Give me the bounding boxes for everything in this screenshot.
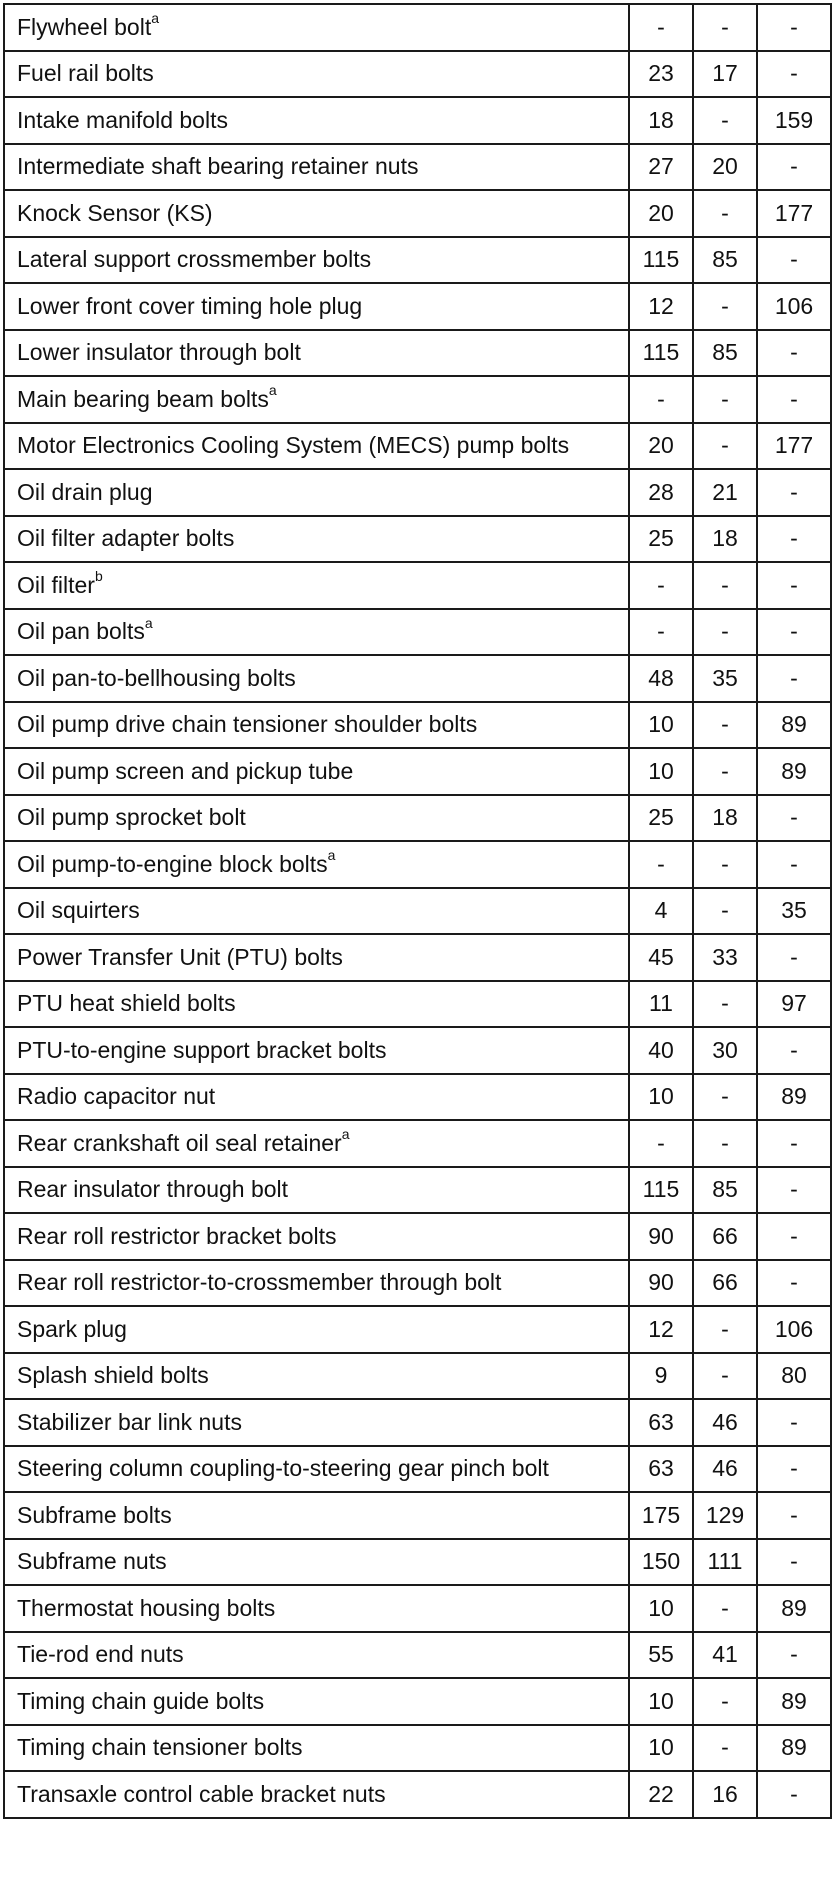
torque-spec-table	[3, 3, 832, 1819]
component-label: Oil pump sprocket bolt	[17, 804, 246, 831]
component-label: Lateral support crossmember bolts	[17, 246, 372, 273]
component-label: Timing chain guide bolts	[17, 1687, 265, 1714]
component-label: PTU heat shield bolts	[17, 990, 236, 1017]
torque-lbft-cell: -	[693, 1306, 757, 1353]
footnote-marker: a	[327, 847, 336, 864]
table-row	[4, 1074, 831, 1121]
torque-lbin-cell: 89	[757, 1585, 831, 1632]
component-label: Oil pan bolts	[17, 618, 145, 645]
component-cell	[4, 237, 629, 284]
torque-nm-cell: 20	[629, 190, 693, 237]
torque-nm-cell: 10	[629, 748, 693, 795]
torque-lbin-cell: -	[757, 655, 831, 702]
footnote-marker: a	[151, 10, 160, 27]
torque-lbft-cell: 85	[693, 330, 757, 377]
torque-lbin-cell: -	[757, 51, 831, 98]
torque-nm-cell: 25	[629, 516, 693, 563]
torque-nm-cell: 18	[629, 97, 693, 144]
torque-lbin-cell: -	[757, 1771, 831, 1818]
component-cell	[4, 1492, 629, 1539]
torque-lbft-cell: -	[693, 1585, 757, 1632]
table-row	[4, 1260, 831, 1307]
table-row	[4, 1771, 831, 1818]
torque-lbin-cell: 35	[757, 888, 831, 935]
torque-lbin-cell: -	[757, 1399, 831, 1446]
torque-nm-cell: 115	[629, 237, 693, 284]
torque-nm-cell: 45	[629, 934, 693, 981]
torque-lbft-cell: -	[693, 702, 757, 749]
component-cell	[4, 1353, 629, 1400]
component-cell	[4, 1074, 629, 1121]
torque-lbin-cell: 80	[757, 1353, 831, 1400]
torque-nm-cell: -	[629, 4, 693, 51]
table-row	[4, 4, 831, 51]
torque-lbft-cell: 111	[693, 1539, 757, 1586]
component-cell	[4, 609, 629, 656]
table-row	[4, 934, 831, 981]
torque-lbft-cell: 46	[693, 1399, 757, 1446]
table-row	[4, 702, 831, 749]
table-row	[4, 190, 831, 237]
component-cell	[4, 1678, 629, 1725]
component-cell	[4, 1399, 629, 1446]
component-cell	[4, 51, 629, 98]
component-label: Oil filter	[17, 571, 95, 598]
table-row	[4, 144, 831, 191]
torque-lbft-cell: 21	[693, 469, 757, 516]
torque-lbin-cell: -	[757, 1120, 831, 1167]
torque-lbft-cell: 41	[693, 1632, 757, 1679]
component-label: Lower insulator through bolt	[17, 339, 301, 366]
component-label: Power Transfer Unit (PTU) bolts	[17, 943, 343, 970]
torque-lbft-cell: 33	[693, 934, 757, 981]
component-label: Transaxle control cable bracket nuts	[17, 1780, 386, 1807]
component-cell	[4, 1771, 629, 1818]
component-cell	[4, 795, 629, 842]
component-label: Oil squirters	[17, 897, 140, 924]
torque-lbin-cell: -	[757, 1027, 831, 1074]
component-cell	[4, 1446, 629, 1493]
torque-lbft-cell: -	[693, 1725, 757, 1772]
component-cell	[4, 469, 629, 516]
torque-lbin-cell: -	[757, 469, 831, 516]
component-label: Oil filter adapter bolts	[17, 525, 235, 552]
torque-lbft-cell: -	[693, 562, 757, 609]
torque-nm-cell: 115	[629, 330, 693, 377]
torque-lbin-cell: -	[757, 376, 831, 423]
component-cell	[4, 1260, 629, 1307]
component-cell	[4, 516, 629, 563]
torque-nm-cell: 22	[629, 1771, 693, 1818]
table-row	[4, 330, 831, 377]
torque-nm-cell: 90	[629, 1213, 693, 1260]
torque-nm-cell: 4	[629, 888, 693, 935]
component-cell	[4, 655, 629, 702]
table-row	[4, 1353, 831, 1400]
component-cell	[4, 376, 629, 423]
table-row	[4, 748, 831, 795]
torque-lbin-cell: -	[757, 934, 831, 981]
torque-lbin-cell: -	[757, 1260, 831, 1307]
torque-nm-cell: -	[629, 562, 693, 609]
torque-lbin-cell: 106	[757, 283, 831, 330]
component-cell	[4, 330, 629, 377]
torque-nm-cell: 9	[629, 1353, 693, 1400]
torque-lbft-cell: -	[693, 748, 757, 795]
torque-lbin-cell: 159	[757, 97, 831, 144]
torque-lbin-cell: -	[757, 841, 831, 888]
torque-lbft-cell: 129	[693, 1492, 757, 1539]
table-row	[4, 423, 831, 470]
component-label: Steering column coupling-to-steering gear pinch bolt	[17, 1455, 549, 1482]
torque-nm-cell: 10	[629, 1585, 693, 1632]
torque-nm-cell: 10	[629, 702, 693, 749]
table-row	[4, 795, 831, 842]
component-label: Intermediate shaft bearing retainer nuts	[17, 153, 419, 180]
table-row	[4, 376, 831, 423]
component-label: Tie-rod end nuts	[17, 1641, 184, 1668]
torque-lbft-cell: -	[693, 1074, 757, 1121]
component-label: Rear crankshaft oil seal retainer	[17, 1129, 342, 1156]
component-cell	[4, 144, 629, 191]
component-label: Rear roll restrictor bracket bolts	[17, 1222, 337, 1249]
component-label: Subframe nuts	[17, 1548, 167, 1575]
torque-lbft-cell: -	[693, 97, 757, 144]
component-label: Oil pump drive chain tensioner shoulder bolts	[17, 711, 478, 738]
torque-nm-cell: 55	[629, 1632, 693, 1679]
torque-nm-cell: 11	[629, 981, 693, 1028]
table-row	[4, 51, 831, 98]
torque-nm-cell: 12	[629, 1306, 693, 1353]
torque-nm-cell: 175	[629, 1492, 693, 1539]
table-row	[4, 1539, 831, 1586]
table-row	[4, 609, 831, 656]
table-body	[4, 4, 831, 1818]
component-cell	[4, 1213, 629, 1260]
table-row	[4, 1446, 831, 1493]
torque-lbin-cell: 177	[757, 423, 831, 470]
component-cell	[4, 423, 629, 470]
torque-lbft-cell: 35	[693, 655, 757, 702]
torque-lbft-cell: 18	[693, 795, 757, 842]
torque-lbin-cell: -	[757, 1539, 831, 1586]
footnote-marker: a	[341, 1126, 350, 1143]
torque-lbft-cell: -	[693, 888, 757, 935]
table-row	[4, 516, 831, 563]
torque-nm-cell: 63	[629, 1446, 693, 1493]
component-label: Flywheel bolt	[17, 13, 152, 40]
torque-nm-cell: 10	[629, 1074, 693, 1121]
torque-lbin-cell: -	[757, 330, 831, 377]
torque-nm-cell: -	[629, 376, 693, 423]
torque-lbin-cell: -	[757, 4, 831, 51]
torque-lbft-cell: -	[693, 376, 757, 423]
footnote-marker: a	[144, 614, 153, 631]
table-row	[4, 1399, 831, 1446]
component-cell	[4, 1027, 629, 1074]
component-cell	[4, 702, 629, 749]
component-cell	[4, 283, 629, 330]
component-cell	[4, 1585, 629, 1632]
table-row	[4, 1492, 831, 1539]
component-cell	[4, 1120, 629, 1167]
component-label: Oil pan-to-bellhousing bolts	[17, 664, 296, 691]
torque-lbin-cell: -	[757, 609, 831, 656]
torque-lbin-cell: -	[757, 795, 831, 842]
table-row	[4, 1725, 831, 1772]
component-cell	[4, 1167, 629, 1214]
footnote-marker: b	[94, 568, 103, 585]
torque-lbin-cell: 89	[757, 702, 831, 749]
torque-lbin-cell: 106	[757, 1306, 831, 1353]
component-cell	[4, 1725, 629, 1772]
table-row	[4, 1120, 831, 1167]
component-label: Knock Sensor (KS)	[17, 199, 213, 226]
component-label: Lower front cover timing hole plug	[17, 292, 363, 319]
torque-lbin-cell: 89	[757, 748, 831, 795]
component-label: Rear insulator through bolt	[17, 1176, 289, 1203]
component-cell	[4, 562, 629, 609]
torque-lbft-cell: -	[693, 981, 757, 1028]
component-label: Spark plug	[17, 1315, 127, 1342]
table-row	[4, 981, 831, 1028]
torque-lbft-cell: -	[693, 841, 757, 888]
table-row	[4, 237, 831, 284]
torque-nm-cell: 40	[629, 1027, 693, 1074]
torque-nm-cell: 27	[629, 144, 693, 191]
torque-lbin-cell: 97	[757, 981, 831, 1028]
torque-lbin-cell: -	[757, 1167, 831, 1214]
footnote-marker: a	[268, 382, 277, 399]
component-label: Thermostat housing bolts	[17, 1594, 276, 1621]
component-cell	[4, 841, 629, 888]
torque-lbin-cell: 89	[757, 1074, 831, 1121]
table-row	[4, 1585, 831, 1632]
torque-nm-cell: 63	[629, 1399, 693, 1446]
component-label: Fuel rail bolts	[17, 60, 154, 87]
torque-lbft-cell: -	[693, 1678, 757, 1725]
torque-lbft-cell: 85	[693, 1167, 757, 1214]
component-label: Oil pump-to-engine block bolts	[17, 850, 328, 877]
torque-lbft-cell: 46	[693, 1446, 757, 1493]
component-label: Intake manifold bolts	[17, 106, 228, 133]
torque-nm-cell: -	[629, 609, 693, 656]
torque-lbin-cell: -	[757, 516, 831, 563]
torque-lbft-cell: 85	[693, 237, 757, 284]
torque-lbft-cell: -	[693, 1120, 757, 1167]
torque-lbin-cell: -	[757, 1213, 831, 1260]
torque-lbft-cell: 30	[693, 1027, 757, 1074]
torque-lbft-cell: -	[693, 4, 757, 51]
table-row	[4, 562, 831, 609]
component-cell	[4, 1306, 629, 1353]
torque-nm-cell: 150	[629, 1539, 693, 1586]
table-row	[4, 1632, 831, 1679]
component-cell	[4, 190, 629, 237]
table-row	[4, 97, 831, 144]
torque-nm-cell: 25	[629, 795, 693, 842]
table-row	[4, 1678, 831, 1725]
component-label: Subframe bolts	[17, 1501, 172, 1528]
table-row	[4, 1027, 831, 1074]
torque-lbft-cell: 66	[693, 1260, 757, 1307]
table-row	[4, 1213, 831, 1260]
torque-nm-cell: 28	[629, 469, 693, 516]
torque-lbin-cell: -	[757, 1632, 831, 1679]
torque-lbin-cell: -	[757, 1446, 831, 1493]
torque-lbft-cell: -	[693, 1353, 757, 1400]
torque-nm-cell: 115	[629, 1167, 693, 1214]
torque-nm-cell: -	[629, 841, 693, 888]
table-row	[4, 888, 831, 935]
torque-lbin-cell: -	[757, 562, 831, 609]
torque-nm-cell: 23	[629, 51, 693, 98]
torque-nm-cell: 90	[629, 1260, 693, 1307]
torque-nm-cell: 10	[629, 1678, 693, 1725]
component-cell	[4, 4, 629, 51]
table-row	[4, 1167, 831, 1214]
table-row	[4, 655, 831, 702]
torque-lbin-cell: -	[757, 144, 831, 191]
torque-lbft-cell: 66	[693, 1213, 757, 1260]
component-label: Splash shield bolts	[17, 1362, 209, 1389]
component-cell	[4, 97, 629, 144]
torque-lbft-cell: -	[693, 423, 757, 470]
component-label: Main bearing beam bolts	[17, 385, 269, 412]
component-label: Oil drain plug	[17, 478, 153, 505]
component-label: Motor Electronics Cooling System (MECS) pump bolts	[17, 432, 570, 459]
torque-lbin-cell: -	[757, 237, 831, 284]
table-row	[4, 469, 831, 516]
torque-lbft-cell: 18	[693, 516, 757, 563]
torque-nm-cell: 12	[629, 283, 693, 330]
torque-lbft-cell: 20	[693, 144, 757, 191]
component-label: Timing chain tensioner bolts	[17, 1734, 303, 1761]
torque-lbin-cell: 177	[757, 190, 831, 237]
torque-lbin-cell: 89	[757, 1678, 831, 1725]
component-label: Radio capacitor nut	[17, 1083, 216, 1110]
torque-nm-cell: 20	[629, 423, 693, 470]
torque-lbft-cell: -	[693, 190, 757, 237]
table-row	[4, 1306, 831, 1353]
component-cell	[4, 888, 629, 935]
torque-lbft-cell: 17	[693, 51, 757, 98]
component-cell	[4, 1632, 629, 1679]
component-cell	[4, 748, 629, 795]
component-label: Oil pump screen and pickup tube	[17, 757, 354, 784]
table-row	[4, 841, 831, 888]
torque-lbin-cell: -	[757, 1492, 831, 1539]
component-label: Rear roll restrictor-to-crossmember through bolt	[17, 1269, 502, 1296]
component-label: PTU-to-engine support bracket bolts	[17, 1036, 387, 1063]
torque-nm-cell: -	[629, 1120, 693, 1167]
torque-lbft-cell: 16	[693, 1771, 757, 1818]
torque-lbft-cell: -	[693, 609, 757, 656]
component-cell	[4, 1539, 629, 1586]
torque-nm-cell: 10	[629, 1725, 693, 1772]
component-cell	[4, 934, 629, 981]
torque-lbin-cell: 89	[757, 1725, 831, 1772]
table-row	[4, 283, 831, 330]
component-cell	[4, 981, 629, 1028]
torque-lbft-cell: -	[693, 283, 757, 330]
torque-nm-cell: 48	[629, 655, 693, 702]
component-label: Stabilizer bar link nuts	[17, 1408, 242, 1435]
